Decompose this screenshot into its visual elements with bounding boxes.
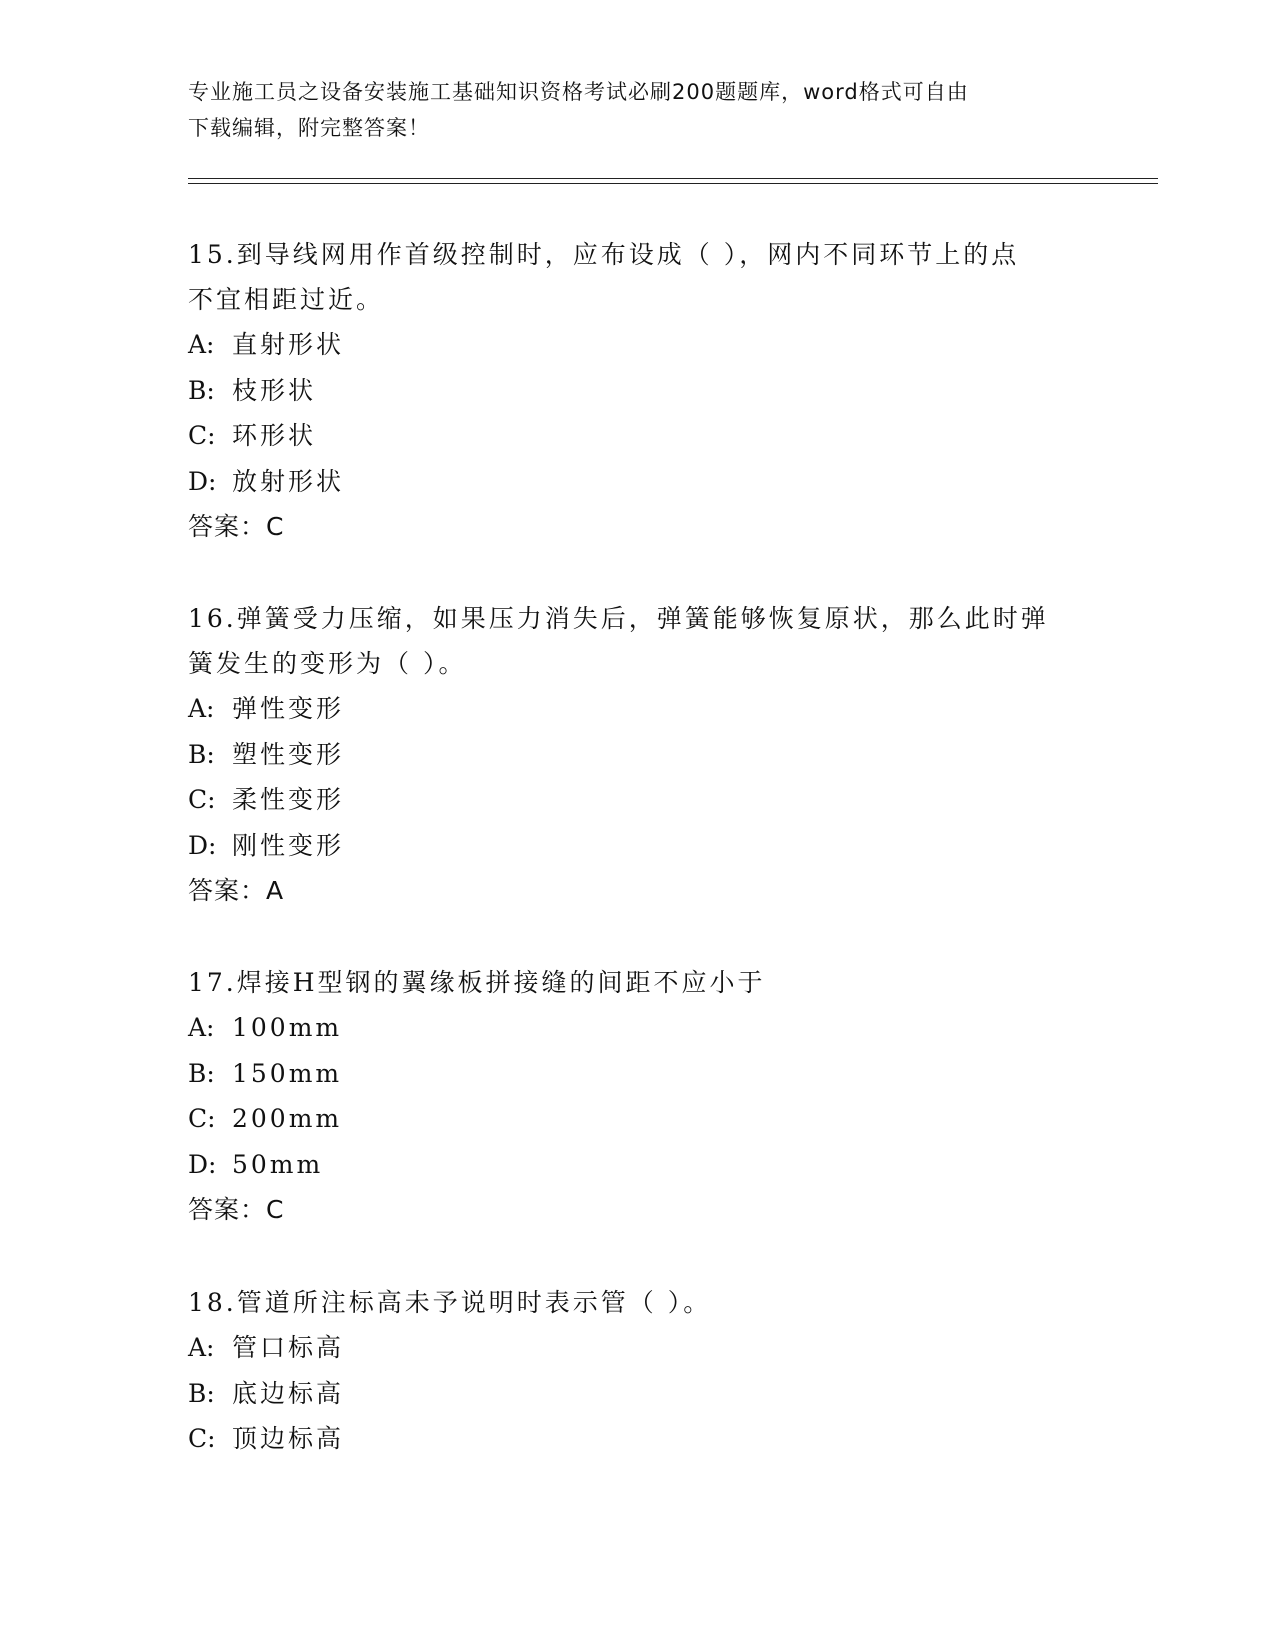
option-d	[188, 459, 1088, 505]
option-d	[188, 823, 1088, 869]
option-key: A:	[188, 330, 215, 359]
answer-line: 答案：A	[188, 876, 285, 905]
option-key: D:	[188, 830, 217, 860]
question-stem-line: 15.到导线网用作首级控制时，应布设成（ ），网内不同环节上的点	[188, 240, 1020, 269]
option-b	[188, 1051, 1088, 1097]
header-line-2: 下载编辑，附完整答案！	[188, 116, 430, 140]
question-stem-line: 不宜相距过近。	[188, 285, 385, 314]
option-key: A:	[188, 1013, 215, 1042]
option-c	[188, 1096, 1088, 1142]
option-text: 150mm	[232, 1058, 343, 1088]
option-text: 顶边标高	[232, 1424, 345, 1453]
option-key: B:	[188, 1378, 215, 1408]
option-d	[188, 1142, 1088, 1188]
option-b	[188, 1371, 1088, 1417]
option-c	[188, 413, 1088, 459]
option-c	[188, 777, 1088, 823]
answer-line: 答案：C	[188, 512, 285, 541]
option-text: 管口标高	[232, 1333, 345, 1362]
question-stem-line: 16.弹簧受力压缩，如果压力消失后，弹簧能够恢复原状，那么此时弹	[188, 604, 1049, 633]
option-text: 放射形状	[232, 466, 345, 496]
question-stem-line: 18.管道所注标高未予说明时表示管（ ）。	[188, 1288, 712, 1317]
option-a	[188, 1325, 1088, 1371]
option-key: B:	[188, 739, 215, 769]
option-a	[188, 686, 1088, 732]
option-key: B:	[188, 1058, 215, 1088]
option-text: 50mm	[232, 1149, 324, 1179]
option-key: A:	[188, 1333, 215, 1362]
option-b	[188, 368, 1088, 414]
document-header	[188, 74, 1088, 146]
option-text: 枝形状	[232, 375, 317, 405]
option-text: 柔性变形	[232, 785, 345, 814]
option-key: A:	[188, 694, 215, 723]
header-divider-top	[188, 178, 1158, 179]
option-text: 弹性变形	[232, 694, 345, 723]
question-18	[188, 1280, 1088, 1462]
question-16	[188, 596, 1088, 914]
option-key: C:	[188, 785, 216, 814]
answer-line: 答案：C	[188, 1195, 285, 1224]
option-a	[188, 322, 1088, 368]
option-c	[188, 1416, 1088, 1462]
header-divider-bottom	[188, 183, 1158, 184]
question-stem-line: 17.焊接H型钢的翼缘板拼接缝的间距不应小于	[188, 968, 766, 997]
option-key: C:	[188, 421, 216, 450]
question-17	[188, 960, 1088, 1233]
option-text: 直射形状	[232, 330, 345, 359]
option-key: B:	[188, 375, 215, 405]
option-text: 塑性变形	[232, 739, 345, 769]
header-line-1: 专业施工员之设备安装施工基础知识资格考试必刷200题题库，word格式可自由	[188, 80, 969, 104]
option-text: 200mm	[232, 1104, 343, 1133]
option-key: D:	[188, 466, 217, 496]
option-text: 刚性变形	[232, 830, 345, 860]
option-b	[188, 732, 1088, 778]
option-key: C:	[188, 1104, 216, 1133]
option-a	[188, 1005, 1088, 1051]
option-key: C:	[188, 1424, 216, 1453]
option-text: 100mm	[232, 1013, 343, 1042]
option-key: D:	[188, 1149, 217, 1179]
option-text: 环形状	[232, 421, 317, 450]
option-text: 底边标高	[232, 1378, 345, 1408]
question-stem-line: 簧发生的变形为（ ）。	[188, 649, 467, 678]
question-15	[188, 232, 1088, 550]
